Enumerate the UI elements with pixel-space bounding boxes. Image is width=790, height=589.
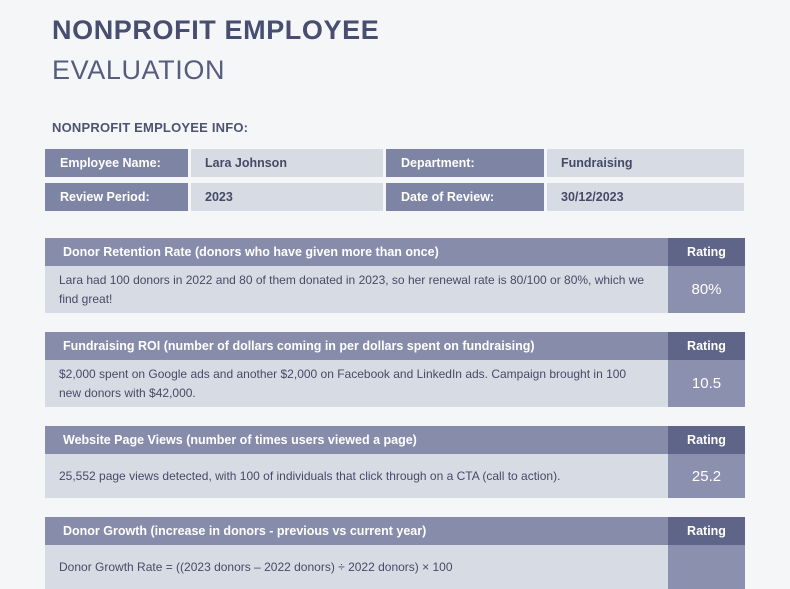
employee-info-table — [45, 149, 745, 211]
rating-header: Rating — [668, 517, 745, 545]
metric-rating-value[interactable]: 80% — [668, 266, 745, 313]
department-label: Department: — [386, 149, 544, 177]
rating-header: Rating — [668, 426, 745, 454]
metric-header-row — [45, 238, 745, 266]
metric-body-row — [45, 266, 745, 313]
metric-description[interactable]: Donor Growth Rate = ((2023 donors – 2022 donors) ÷ 2022 donors) × 100 — [45, 545, 668, 589]
metric-body-row — [45, 454, 745, 498]
metric-title: Donor Growth (increase in donors - previous vs current year) — [45, 517, 668, 545]
metric-donor-growth — [45, 517, 745, 589]
rating-header: Rating — [668, 238, 745, 266]
metric-fundraising-roi — [45, 332, 745, 407]
metric-description[interactable]: 25,552 page views detected, with 100 of individuals that click through on a CTA (call to action). — [45, 454, 668, 498]
metric-header-row — [45, 332, 745, 360]
metric-description[interactable]: $2,000 spent on Google ads and another $2,000 on Facebook and LinkedIn ads. Campaign brought in 100 new donors with $42,000. — [45, 360, 668, 407]
metric-body-row — [45, 360, 745, 407]
metric-description[interactable]: Lara had 100 donors in 2022 and 80 of them donated in 2023, so her renewal rate is 80/100 or 80%, which we find great! — [45, 266, 668, 313]
metric-title: Donor Retention Rate (donors who have given more than once) — [45, 238, 668, 266]
metric-rating-value[interactable] — [668, 545, 745, 589]
page-title — [52, 10, 745, 90]
page-title-line1: NONPROFIT EMPLOYEE — [52, 15, 380, 45]
metric-body-row — [45, 545, 745, 589]
metric-website-page-views — [45, 426, 745, 498]
review-period-label: Review Period: — [45, 183, 188, 211]
metric-donor-retention-rate — [45, 238, 745, 313]
rating-header: Rating — [668, 332, 745, 360]
metric-rating-value[interactable]: 25.2 — [668, 454, 745, 498]
department-value[interactable]: Fundraising — [547, 149, 744, 177]
date-of-review-label: Date of Review: — [386, 183, 544, 211]
page-title-line2: EVALUATION — [52, 55, 226, 85]
employee-name-label: Employee Name: — [45, 149, 188, 177]
metric-header-row — [45, 426, 745, 454]
employee-info-heading: NONPROFIT EMPLOYEE INFO: — [52, 120, 249, 135]
metric-header-row — [45, 517, 745, 545]
review-period-value[interactable]: 2023 — [191, 183, 383, 211]
metric-title: Fundraising ROI (number of dollars coming in per dollars spent on fundraising) — [45, 332, 668, 360]
metric-title: Website Page Views (number of times users viewed a page) — [45, 426, 668, 454]
employee-name-value[interactable]: Lara Johnson — [191, 149, 383, 177]
metric-rating-value[interactable]: 10.5 — [668, 360, 745, 407]
date-of-review-value[interactable]: 30/12/2023 — [547, 183, 744, 211]
